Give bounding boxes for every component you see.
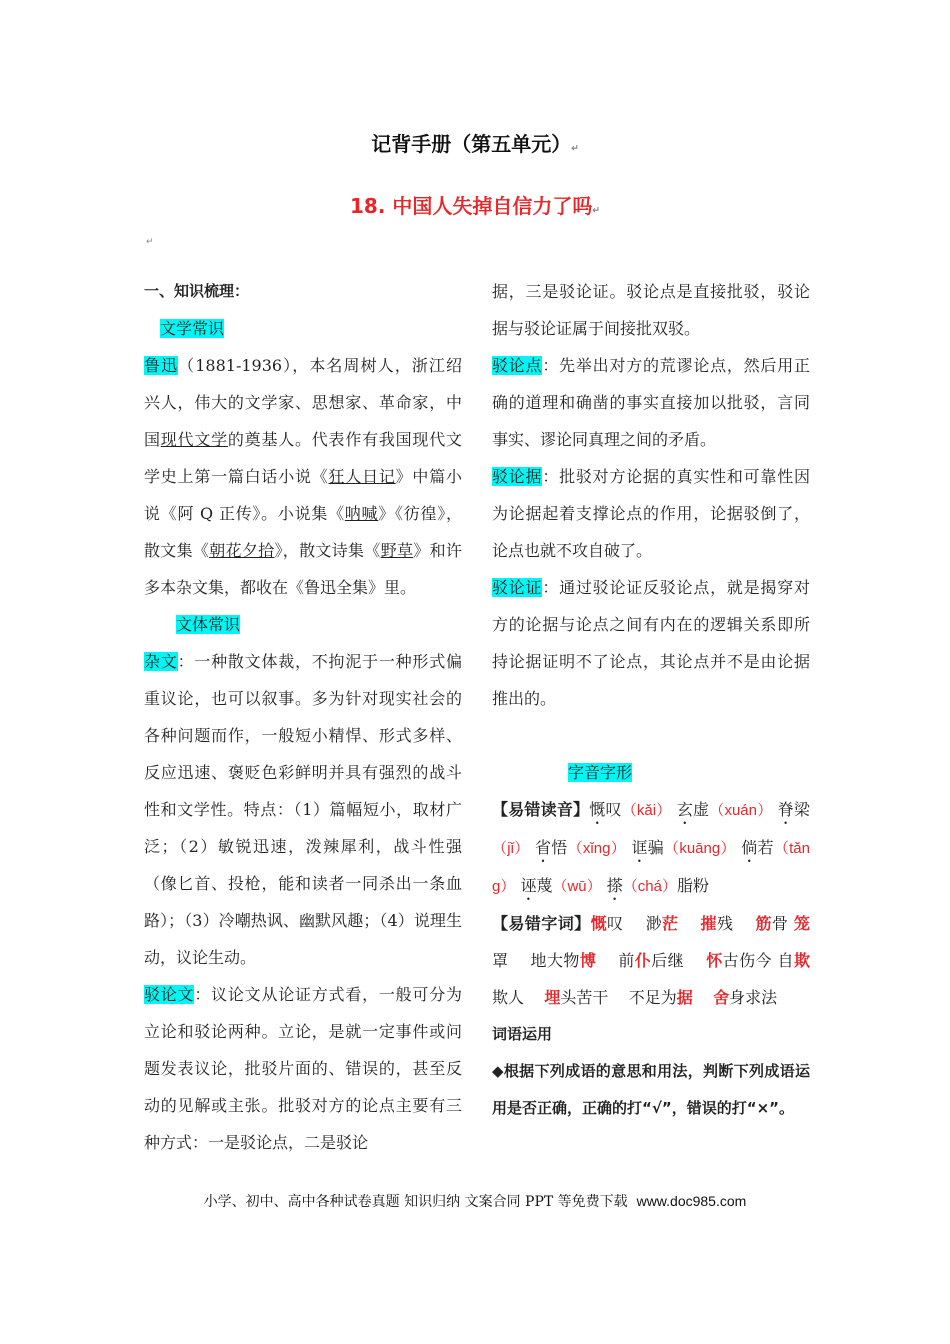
nahan-title: 呐喊 — [344, 504, 379, 523]
footer — [0, 1191, 950, 1211]
zixing-tag-line — [492, 754, 810, 791]
genre-tag-line — [144, 606, 462, 643]
right-column — [492, 273, 810, 1127]
bolunwen-paragraph: 驳论文：议论文从论证方式看，一般可分为立论和驳论两种。立论，是就一定事件或问题发表议论，批驳片面的、错误的，甚至反动的见解或主张。批驳对方的论点主要有三种方式：一是驳论点，二是驳论 — [144, 985, 462, 1152]
pronunciation-label: 【易错读音】 — [492, 800, 590, 819]
lundian-paragraph: 驳论点：先举出对方的荒谬论点，然后用正确的道理和确凿的事实直接加以批驳，言同事实、谬论同真理之间的矛盾。 — [492, 356, 810, 449]
stray-paragraph-mark: ↵ — [146, 236, 154, 246]
literature-tag: 文学常识 — [160, 319, 225, 338]
kuangren-riji-title: 狂人日记 — [328, 467, 396, 486]
footer-text: 小学、初中、高中各种试卷真题 知识归纳 文案合同 PPT 等免费下载 — [203, 1194, 628, 1210]
literature-tag-line — [144, 310, 462, 347]
wrong-characters-paragraph: 【易错字词】慨叹 渺茫 摧残 筋骨 笼罩 地大物博 前仆后继 怀古伤今 自欺欺人 埋头苦干 不足为据 舍身求法 — [492, 914, 810, 1007]
wrong-characters-label: 【易错字词】 — [492, 914, 591, 933]
luxun-name: 鲁迅 — [144, 356, 179, 375]
modern-literature-link: 现代文学 — [160, 430, 228, 449]
zawen-paragraph: 杂文：一种散文体裁，不拘泥于一种形式偏重议论，也可以叙事。多为针对现实社会的各种问题而作，一般短小精悍、形式多样、反应迅速、褒贬色彩鲜明并具有强烈的战斗性和文学性。特点：（1）篇幅短小，取材广泛；（2）敏锐迅速，泼辣犀利，战斗性强（像匕首、投枪，能和读者一同杀出一条血路）；（3）冷嘲热讽、幽默风趣；（4）说理生动，议论生动。 — [144, 652, 462, 967]
luxun-paragraph: 鲁迅（1881-1936），本名周树人，浙江绍兴人，伟大的文学家、思想家、革命家，中国现代文学的奠基人。代表作有我国现代文学史上第一篇白话小说《狂人日记》中篇小说《阿 Q 正传》。小说集《呐喊》《彷徨》，散文集《朝花夕拾》，散文诗集《野草》和许多本杂文集，都收在《鲁迅全集》里。 — [144, 356, 462, 597]
bolunwen-continued: 据，三是驳论证。驳论点是直接批驳，驳论据与驳论证属于间接批双驳。 — [492, 282, 810, 338]
lunzheng-paragraph: 驳论证：通过驳论证反驳论点，就是揭穿对方的论据与论点之间有内在的逻辑关系即所持论据证明不了论点，其论点并不是由论据推出的。 — [492, 578, 810, 708]
footer-site-link[interactable]: www.doc985.com — [636, 1193, 747, 1209]
zawen-term: 杂文 — [144, 652, 178, 671]
left-column — [144, 273, 462, 1161]
lunju-term: 驳论据 — [492, 467, 543, 486]
lundian-term: 驳论点 — [492, 356, 543, 375]
lunzheng-term: 驳论证 — [492, 578, 543, 597]
lunju-paragraph: 驳论据：批驳对方论据的真实性和可靠性因为论据起着支撑论点的作用，论据驳倒了，论点也就不攻自破了。 — [492, 467, 810, 560]
bolunwen-term: 驳论文 — [144, 985, 195, 1004]
genre-tag: 文体常识 — [176, 615, 241, 634]
pronunciation-paragraph: 【易错读音】慨叹（kǎi） 玄虚（xuán） 脊梁（jǐ） 省悟（xǐng） 诓骗（kuāng） 倘若（tǎng） 诬蔑（wū） 搽（chá）脂粉 — [492, 800, 810, 895]
yecao-title: 野草 — [380, 541, 414, 560]
lesson-title: 18. 中国人失掉自信力了吗↵ — [350, 194, 600, 218]
document-title: 记背手册（第五单元）↵ — [371, 132, 579, 156]
instruction-text: ◆根据下列成语的意思和用法，判断下列成语运用是否正确，正确的打“√”，错误的打“×”。 — [492, 1062, 810, 1117]
usage-title: 词语运用 — [492, 1025, 553, 1043]
zhaohua-xishi-title: 朝花夕拾 — [209, 541, 275, 560]
zixing-tag: 字音字形 — [568, 763, 633, 782]
section-heading-knowledge: 一、知识梳理： — [144, 282, 250, 300]
